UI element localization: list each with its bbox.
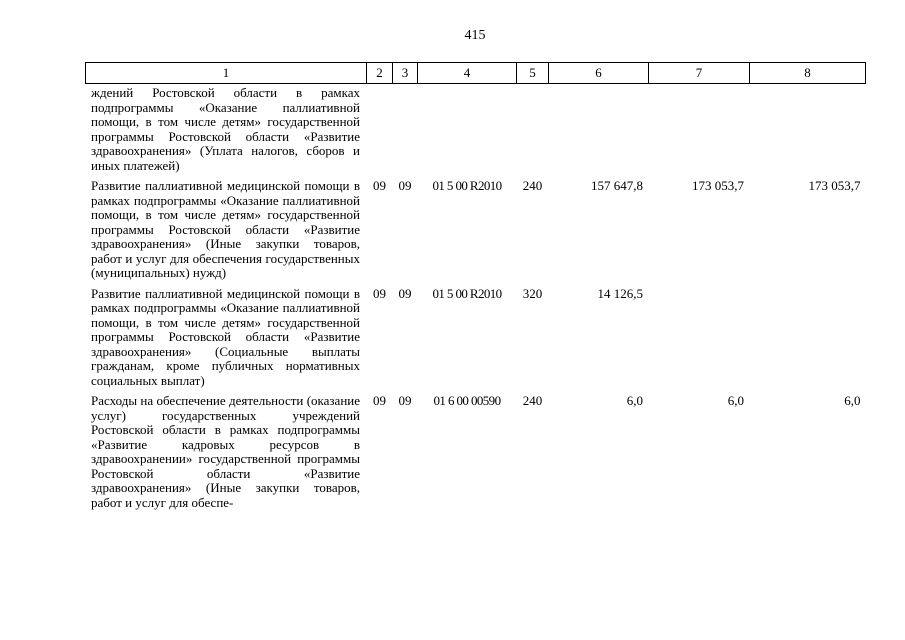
row-target-code: 01 5 00 R2010 (432, 285, 502, 301)
row-amount-col6: 6,0 (626, 393, 643, 408)
row-subsection: 09 (398, 285, 412, 301)
row-amount-col7 (649, 285, 750, 393)
row-target-code (418, 84, 517, 178)
row-amount-col8 (750, 84, 866, 178)
row-subsection (393, 84, 418, 178)
row-amount-col6: 157 647,8 (591, 178, 643, 193)
row-amount-col8: 6,0 (844, 393, 861, 408)
row-amount-col7: 173 053,7 (692, 178, 744, 193)
row-section (367, 84, 393, 178)
table-row (86, 392, 866, 514)
row-description: Развитие паллиативной медицинской помощи в рамках подпрограммы «Оказание паллиативной помощи, в том числе детям» государственной программы Ростовской области «Развитие здравоохранения» (Социальные выплаты гражданам, кроме публичных нормативных социальных выплат) (91, 285, 360, 388)
column-header-2: 2 (367, 63, 393, 84)
row-expense-type: 240 (522, 393, 543, 408)
row-amount-col8: 173 053,7 (808, 178, 861, 193)
column-header-8: 8 (750, 63, 866, 84)
column-header-4: 4 (418, 63, 517, 84)
row-amount-col7: 6,0 (727, 393, 744, 408)
budget-table (85, 62, 866, 514)
row-section: 09 (373, 393, 386, 408)
row-description: Расходы на обеспечение деятельности (оказание услуг) государственных учреждений Ростовской области в рамках подпрограммы «Развитие кадровых ресурсов в здравоохранении» государственной программы Ростовской области «Развитие здравоохранения» (Иные закупки товаров, работ и услуг для обеспе- (91, 393, 360, 510)
table-row (86, 285, 866, 393)
column-header-3: 3 (393, 63, 418, 84)
column-header-1: 1 (86, 63, 367, 84)
table-row (86, 84, 866, 178)
row-expense-type: 320 (522, 285, 543, 301)
row-amount-col7 (649, 84, 750, 178)
row-amount-col6: 14 126,5 (597, 285, 643, 301)
row-amount-col6 (549, 84, 649, 178)
row-expense-type (517, 84, 549, 178)
page-number: 415 (464, 28, 486, 43)
row-description: ждений Ростовской области в рамках подпрограммы «Оказание паллиативной помощи, в том числе детям» государственной программы Ростовской области «Развитие здравоохранения» (Уплата налогов, сборов и иных платежей) (91, 85, 360, 173)
row-description: Развитие паллиативной медицинской помощи в рамках подпрограммы «Оказание паллиативной помощи, в том числе детям» государственной программы Ростовской области «Развитие здравоохранения» (Иные закупки товаров, работ и услуг для обеспечения государственных (муниципальных) нужд) (91, 178, 360, 280)
table-row (86, 177, 866, 285)
column-header-5: 5 (517, 63, 549, 84)
row-subsection: 09 (398, 178, 412, 193)
row-target-code: 01 5 00 R2010 (432, 178, 502, 193)
row-section: 09 (373, 285, 386, 301)
column-header-7: 7 (649, 63, 750, 84)
header-row (86, 63, 866, 84)
column-header-6: 6 (549, 63, 649, 84)
row-amount-col8 (750, 285, 866, 393)
row-expense-type: 240 (522, 178, 543, 193)
row-section: 09 (373, 178, 386, 193)
row-target-code: 01 6 00 00590 (433, 393, 501, 408)
row-subsection: 09 (398, 393, 412, 408)
